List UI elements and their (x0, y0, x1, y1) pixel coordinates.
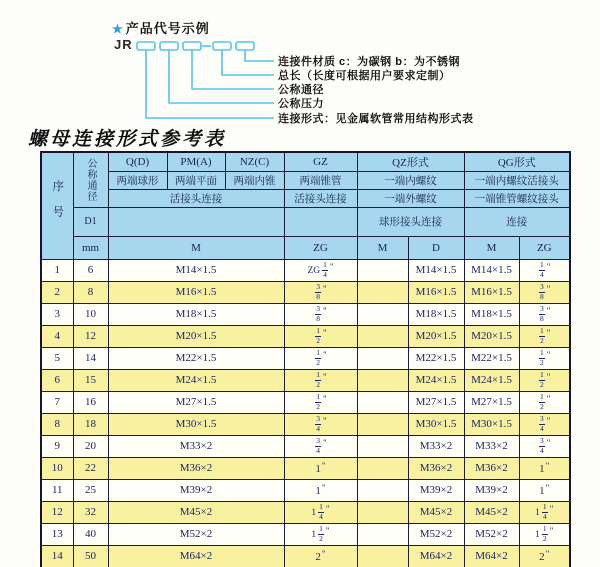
cell-qg-zg: $\frac{1}{2}$ " (519, 325, 570, 347)
cell-qz-m (357, 325, 408, 347)
cell-m-thread: M16×1.5 (108, 281, 284, 303)
cell-gz-zg: $\frac{1}{2}$ " (284, 391, 357, 413)
cell-dn: 40 (73, 523, 108, 545)
cell-dn: 6 (73, 259, 108, 281)
table-row (41, 325, 570, 347)
header-unit-m: M (108, 236, 284, 259)
cell-qz-m (357, 391, 408, 413)
table-row (41, 413, 570, 435)
cell-qg-m: M24×1.5 (464, 369, 519, 391)
header-qz-connection: 球形接头连接 (357, 207, 464, 236)
leader-line-3 (192, 50, 274, 89)
code-label-length: 总长（长度可根据用户要求定制） (278, 70, 451, 82)
code-label-connection: 连接形式：见金属软管常用结构形式表 (278, 113, 474, 125)
star-icon: ★ (112, 22, 124, 36)
cell-qg-zg: 1" (519, 479, 570, 501)
cell-qg-zg: 1 $\frac{1}{2}$ " (519, 523, 570, 545)
cell-qg-m: M20×1.5 (464, 325, 519, 347)
cell-qg-m: M64×2 (464, 545, 519, 567)
cell-dn: 50 (73, 545, 108, 567)
cell-gz-zg: 1" (284, 479, 357, 501)
cell-gz-zg: $\frac{1}{2}$ " (284, 347, 357, 369)
cell-qg-m: M22×1.5 (464, 347, 519, 369)
cell-seq: 7 (41, 391, 73, 413)
code-label-material: 连接件材质 c：为碳钢 b：为不锈钢 (278, 56, 460, 68)
table-row (41, 457, 570, 479)
cell-dn: 32 (73, 501, 108, 523)
cell-qg-m: M16×1.5 (464, 281, 519, 303)
code-box-2 (160, 42, 178, 50)
cell-dn: 16 (73, 391, 108, 413)
header-empty-2 (284, 207, 357, 236)
cell-qz-d: M36×2 (408, 457, 464, 479)
cell-qz-d: M52×2 (408, 523, 464, 545)
cell-qg-m: M33×2 (464, 435, 519, 457)
cell-qz-m (357, 281, 408, 303)
header-qg-sub2: 一端锥管螺纹接头 (464, 189, 570, 207)
nut-connection-reference-table (40, 151, 571, 567)
header-qg: QG形式 (464, 152, 570, 171)
cell-gz-zg: 1 $\frac{1}{2}$ " (284, 523, 357, 545)
cell-m-thread: M14×1.5 (108, 259, 284, 281)
cell-qz-d: M18×1.5 (408, 303, 464, 325)
cell-seq: 1 (41, 259, 73, 281)
cell-seq: 14 (41, 545, 73, 567)
cell-m-thread: M36×2 (108, 457, 284, 479)
cell-qz-m (357, 479, 408, 501)
leader-line-1 (245, 50, 274, 61)
leader-line-2 (222, 50, 274, 75)
table-title: 螺母连接形式参考表 (28, 129, 227, 150)
table-row (41, 435, 570, 457)
cell-qz-d: M39×2 (408, 479, 464, 501)
header-union-joint: 活接头连接 (108, 189, 284, 207)
table-row (41, 545, 570, 567)
cell-m-thread: M45×2 (108, 501, 284, 523)
cell-qz-m (357, 413, 408, 435)
cell-gz-zg: $\frac{3}{8}$ " (284, 281, 357, 303)
cell-qg-m: M45×2 (464, 501, 519, 523)
table-body (41, 259, 570, 567)
cell-qz-d: M33×2 (408, 435, 464, 457)
cell-qg-zg: $\frac{3}{4}$ " (519, 413, 570, 435)
cell-seq: 13 (41, 523, 73, 545)
cell-seq: 5 (41, 347, 73, 369)
cell-seq: 11 (41, 479, 73, 501)
cell-qz-m (357, 259, 408, 281)
cell-gz-zg: 1 $\frac{1}{4}$ " (284, 501, 357, 523)
cell-dn: 15 (73, 369, 108, 391)
cell-dn: 22 (73, 457, 108, 479)
header-nominal-diameter: 公称通径 (73, 152, 108, 207)
cell-qz-m (357, 347, 408, 369)
header-gz-joint: 活接头连接 (284, 189, 357, 207)
cell-qg-zg: $\frac{1}{2}$ " (519, 369, 570, 391)
header-q-sub: 两端球形 (108, 171, 167, 189)
cell-qz-d: M20×1.5 (408, 325, 464, 347)
cell-qg-zg: $\frac{3}{4}$ " (519, 435, 570, 457)
cell-gz-zg: $\frac{1}{2}$ " (284, 325, 357, 347)
cell-dn: 8 (73, 281, 108, 303)
cell-m-thread: M30×1.5 (108, 413, 284, 435)
header-unit-zg: ZG (284, 236, 357, 259)
cell-qg-zg: 1" (519, 457, 570, 479)
code-box-3 (183, 42, 201, 50)
cell-seq: 6 (41, 369, 73, 391)
cell-m-thread: M18×1.5 (108, 303, 284, 325)
cell-qg-zg: $\frac{3}{8}$ " (519, 281, 570, 303)
cell-m-thread: M39×2 (108, 479, 284, 501)
header-unit-qg-m: M (464, 236, 519, 259)
header-unit-qg-zg: ZG (519, 236, 570, 259)
header-qz-sub1: 一端内螺纹 (357, 171, 464, 189)
table-row (41, 303, 570, 325)
cell-dn: 25 (73, 479, 108, 501)
cell-qz-d: M27×1.5 (408, 391, 464, 413)
table-row (41, 501, 570, 523)
cell-qz-d: M30×1.5 (408, 413, 464, 435)
cell-m-thread: M20×1.5 (108, 325, 284, 347)
cell-qg-m: M52×2 (464, 523, 519, 545)
cell-qz-d: M22×1.5 (408, 347, 464, 369)
header-nz: NZ(C) (225, 152, 284, 171)
cell-seq: 3 (41, 303, 73, 325)
header-nz-sub: 两端内锥 (225, 171, 284, 189)
code-label-pressure: 公称压力 (278, 98, 324, 110)
cell-gz-zg: 1" (284, 457, 357, 479)
cell-qg-m: M36×2 (464, 457, 519, 479)
code-box-5 (236, 42, 254, 50)
cell-dn: 14 (73, 347, 108, 369)
cell-seq: 9 (41, 435, 73, 457)
cell-qz-d: M64×2 (408, 545, 464, 567)
cell-qg-zg: $\frac{1}{2}$ " (519, 391, 570, 413)
cell-m-thread: M22×1.5 (108, 347, 284, 369)
header-gz-sub: 两端锥管 (284, 171, 357, 189)
cell-qz-m (357, 435, 408, 457)
cell-seq: 2 (41, 281, 73, 303)
cell-dn: 18 (73, 413, 108, 435)
cell-qz-d: M24×1.5 (408, 369, 464, 391)
cell-qg-zg: 2" (519, 545, 570, 567)
header-gz: GZ (284, 152, 357, 171)
cell-gz-zg: $\frac{3}{8}$ " (284, 303, 357, 325)
cell-qg-zg: 1 $\frac{1}{4}$ " (519, 501, 570, 523)
header-qg-sub1: 一端内螺纹活接头 (464, 171, 570, 189)
cell-seq: 12 (41, 501, 73, 523)
cell-dn: 10 (73, 303, 108, 325)
header-mm: mm (73, 236, 108, 259)
cell-qg-m: M18×1.5 (464, 303, 519, 325)
cell-gz-zg: ZG $\frac{1}{4}$ " (284, 259, 357, 281)
cell-m-thread: M64×2 (108, 545, 284, 567)
header-pm-sub: 两端平面 (167, 171, 225, 189)
table-row (41, 479, 570, 501)
cell-qg-zg: $\frac{1}{4}$ " (519, 259, 570, 281)
cell-gz-zg: 2" (284, 545, 357, 567)
cell-m-thread: M33×2 (108, 435, 284, 457)
table-header (41, 152, 570, 259)
header-q: Q(D) (108, 152, 167, 171)
cell-qg-m: M39×2 (464, 479, 519, 501)
header-d1: D1 (73, 207, 108, 236)
cell-qz-d: M16×1.5 (408, 281, 464, 303)
code-label-diameter: 公称通径 (278, 84, 324, 96)
cell-qg-zg: $\frac{1}{2}$ " (519, 347, 570, 369)
cell-qg-m: M27×1.5 (464, 391, 519, 413)
table-row (41, 523, 570, 545)
cell-dn: 12 (73, 325, 108, 347)
code-box-1 (137, 42, 155, 50)
header-empty-1 (108, 207, 284, 236)
cell-seq: 10 (41, 457, 73, 479)
cell-dn: 20 (73, 435, 108, 457)
cell-qz-m (357, 457, 408, 479)
header-pm: PM(A) (167, 152, 225, 171)
header-qz-sub2: 一端外螺纹 (357, 189, 464, 207)
table-row (41, 391, 570, 413)
cell-qz-d: M45×2 (408, 501, 464, 523)
cell-m-thread: M52×2 (108, 523, 284, 545)
cell-m-thread: M24×1.5 (108, 369, 284, 391)
product-code-heading-text: 产品代号示例 (125, 21, 210, 36)
cell-qz-m (357, 369, 408, 391)
table-row (41, 369, 570, 391)
table-row (41, 281, 570, 303)
table-row (41, 347, 570, 369)
product-code-prefix: JR (114, 37, 133, 52)
cell-seq: 4 (41, 325, 73, 347)
cell-seq: 8 (41, 413, 73, 435)
cell-qz-m (357, 501, 408, 523)
cell-gz-zg: $\frac{3}{4}$ " (284, 435, 357, 457)
table-row (41, 259, 570, 281)
header-unit-qz-d: D (408, 236, 464, 259)
cell-qz-m (357, 303, 408, 325)
header-qg-connection: 连接 (464, 207, 570, 236)
cell-qz-m (357, 523, 408, 545)
cell-qz-m (357, 545, 408, 567)
code-box-4 (213, 42, 231, 50)
header-qz: QZ形式 (357, 152, 464, 171)
cell-m-thread: M27×1.5 (108, 391, 284, 413)
header-seq: 序号 (41, 152, 73, 259)
cell-qg-m: M30×1.5 (464, 413, 519, 435)
cell-gz-zg: $\frac{3}{4}$ " (284, 413, 357, 435)
cell-gz-zg: $\frac{1}{2}$ " (284, 369, 357, 391)
cell-qg-m: M14×1.5 (464, 259, 519, 281)
cell-qg-zg: $\frac{3}{8}$ " (519, 303, 570, 325)
header-unit-qz-m: M (357, 236, 408, 259)
cell-qz-d: M14×1.5 (408, 259, 464, 281)
